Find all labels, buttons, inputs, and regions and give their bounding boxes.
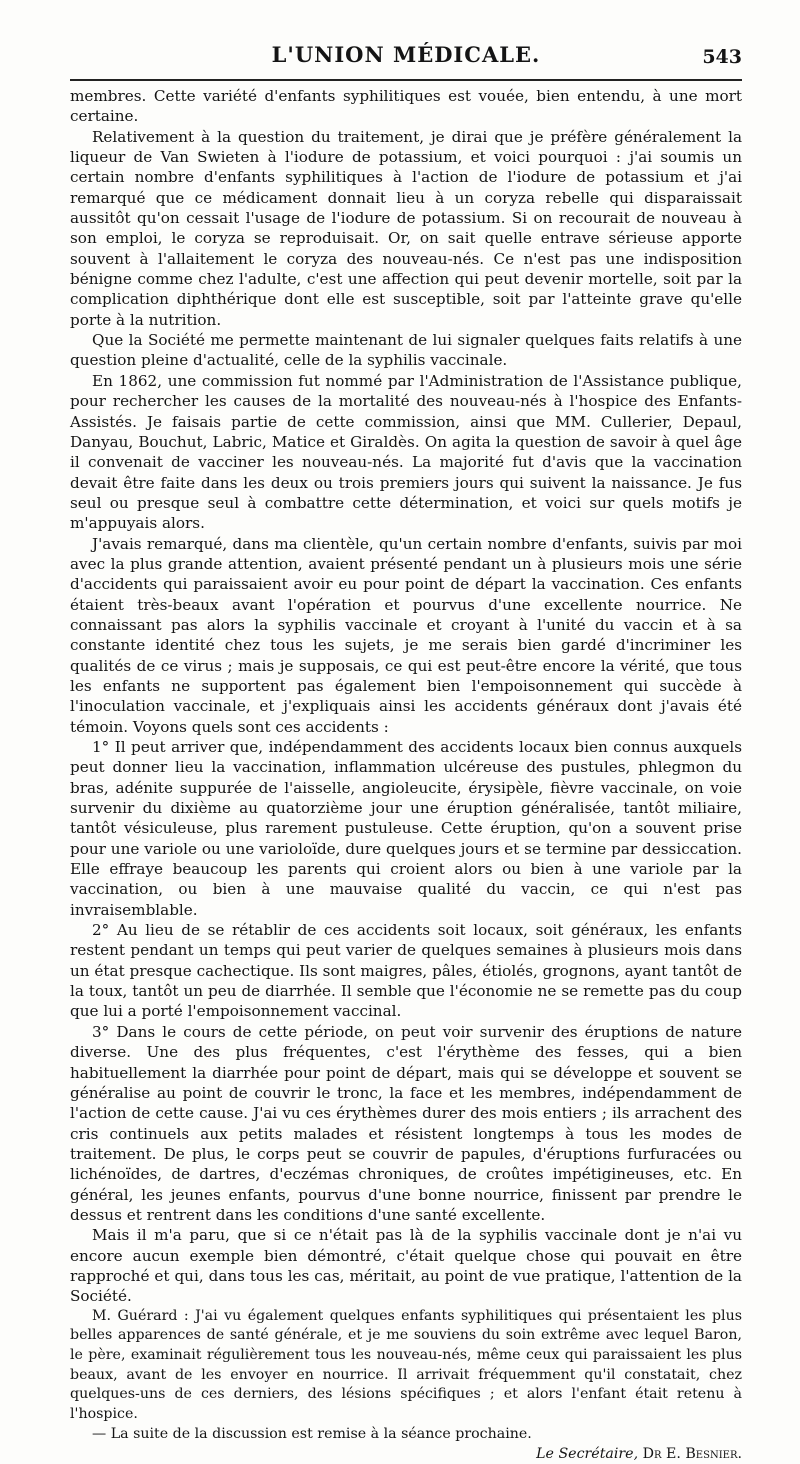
body-text [70, 86, 742, 1464]
paragraph: 3° Dans le cours de cette période, on peut voir survenir des éruptions de nature diverse. Une des plus fréquentes, c'est l'érythème des fesses, qui a bien habituellement la diarrhée pour point de départ, mais qui se développe et souvent se généralise au point de couvrir le tronc, la face et les membres, indépendamment de l'action de cette cause. J'ai vu ces érythèmes durer des mois entiers ; ils arrachent des cris continuels aux petits malades et résistent longtemps à tous les modes de traitement. De plus, le corps peut se couvrir de papules, d'éruptions furfuracées ou lichénoïdes, de dartres, d'eczémas chroniques, de croûtes impétigineuses, etc. En général, les jeunes enfants, pourvus d'une bonne nourrice, finissent par prendre le dessus et rentrent dans les conditions d'une santé excellente. [70, 1022, 742, 1224]
paragraph: Relativement à la question du traitement, je dirai que je préfère généralement la liqueur de Van Swieten à l'iodure de potassium, et voici pourquoi : j'ai soumis un certain nombre d'enfants syphilitiques à l'action de l'iodure de potassium et j'ai remarqué que ce médicament donnait lieu à un coryza rebelle qui disparaissait aussitôt qu'on cessait l'usage de l'iodure de potassium. Si on recourait de nouveau à son emploi, le coryza se reproduisait. Or, on sait quelle entrave sérieuse apporte souvent à l'allaitement le coryza des nouveau-nés. Ce n'est pas une indisposition bénigne comme chez l'adulte, c'est une affection qui peut devenir mortelle, soit par la complication diphthérique dont elle est susceptible, soit par l'atteinte grave qu'elle porte à la nutrition. [70, 127, 742, 329]
header-rule [70, 79, 742, 81]
paragraph: membres. Cette variété d'enfants syphilitiques est vouée, bien entendu, à une mort certaine. [70, 87, 742, 126]
signature [70, 1445, 742, 1464]
paragraph: Que la Société me permette maintenant de lui signaler quelques faits relatifs à une question pleine d'actualité, celle de la syphilis vaccinale. [70, 331, 742, 370]
paragraph: 2° Au lieu de se rétablir de ces accidents soit locaux, soit généraux, les enfants restent pendant un temps qui peut varier de quelques semaines à plusieurs mois dans un état presque cachectique. Ils sont maigres, pâles, étiolés, grognons, ayant tantôt de la toux, tantôt un peu de diarrhée. Il semble que l'économie ne se remette pas du coup que lui a porté l'empoisonnement vaccinal. [70, 921, 742, 1021]
paragraph: J'avais remarqué, dans ma clientèle, qu'un certain nombre d'enfants, suivis par moi avec la plus grande attention, avaient présenté pendant un à plusieurs mois une série d'accidents qui paraissaient avoir eu pour point de départ la vaccination. Ces enfants étaient très-beaux avant l'opération et pourvus d'une excellente nourrice. Ne connaissant pas alors la syphilis vaccinale et croyant à l'unité du vaccin et à sa constante identité chez tous les sujets, je me serais bien gardé d'incriminer les qualités de ce virus ; mais je supposais, ce qui est peut-être encore la vérité, que tous les enfants ne supportent pas également bien l'empoisonnement qui succède à l'inoculation vaccinale, et j'expliquais ainsi les accidents généraux dont j'avais été témoin. Voyons quels sont ces accidents : [70, 534, 742, 736]
signature-role: Le Secrétaire, [536, 1445, 639, 1462]
signature-name: Dr E. Besnier. [642, 1445, 742, 1462]
paragraph: M. Guérard : J'ai vu également quelques enfants syphilitiques qui présentaient les plus belles apparences de santé générale, et je me souviens du soin extrême avec lequel Baron, le père, examinait régulièrement tous les nouveau-nés, même ceux qui paraissaient les plus beaux, avant de les envoyer en nourrice. Il arrivait fréquemment qu'il constatait, chez quelques-uns de ces derniers, des lésions spécifiques ; et alors l'enfant était retenu à l'hospice. [70, 1307, 742, 1423]
paragraph: Mais il m'a paru, que si ce n'était pas là de la syphilis vaccinale dont je n'ai vu encore aucun exemple bien démontré, c'était quelque chose qui pouvait en être rapproché et qui, dans tous les cas, méritait, au point de vue pratique, l'attention de la Société. [70, 1226, 742, 1306]
running-title: L'UNION MÉDICALE. [271, 42, 541, 67]
paragraph: — La suite de la discussion est remise à la séance prochaine. [92, 1425, 532, 1442]
page-header [70, 42, 742, 72]
paragraph: En 1862, une commission fut nommé par l'Administration de l'Assistance publique, pour rechercher les causes de la mortalité des nouveau-nés à l'hospice des Enfants-Assistés. Je faisais partie de cette commission, ainsi que MM. Cullerier, Depaul, Danyau, Bouchut, Labric, Matice et Giraldès. On agita la question de savoir à quel âge il convenait de vacciner les nouveau-nés. La majorité fut d'avis que la vaccination devait être faite dans les deux ou trois premiers jours qui suivent la naissance. Je fus seul ou presque seul à combattre cette détermination, et voici sur quels motifs je m'appuyais alors. [70, 371, 742, 533]
page-number: 543 [702, 46, 742, 68]
paragraph: 1° Il peut arriver que, indépendamment des accidents locaux bien connus auxquels peut donner lieu la vaccination, inflammation ulcéreuse des pustules, phlegmon du bras, adénite suppurée de l'aisselle, angioleucite, érysipèle, fièvre vaccinale, on voie survenir du dixième au quatorzième jour une éruption généralisée, tantôt miliaire, tantôt vésiculeuse, plus rarement pustuleuse. Cette éruption, qu'on a souvent prise pour une variole ou une varioloïde, dure quelques jours et se termine par dessiccation. Elle effraye beaucoup les parents qui croient alors ou bien à une variole par la vaccination, ou bien à une mauvaise qualité du vaccin, ce qui n'est pas invraisemblable. [70, 738, 742, 919]
